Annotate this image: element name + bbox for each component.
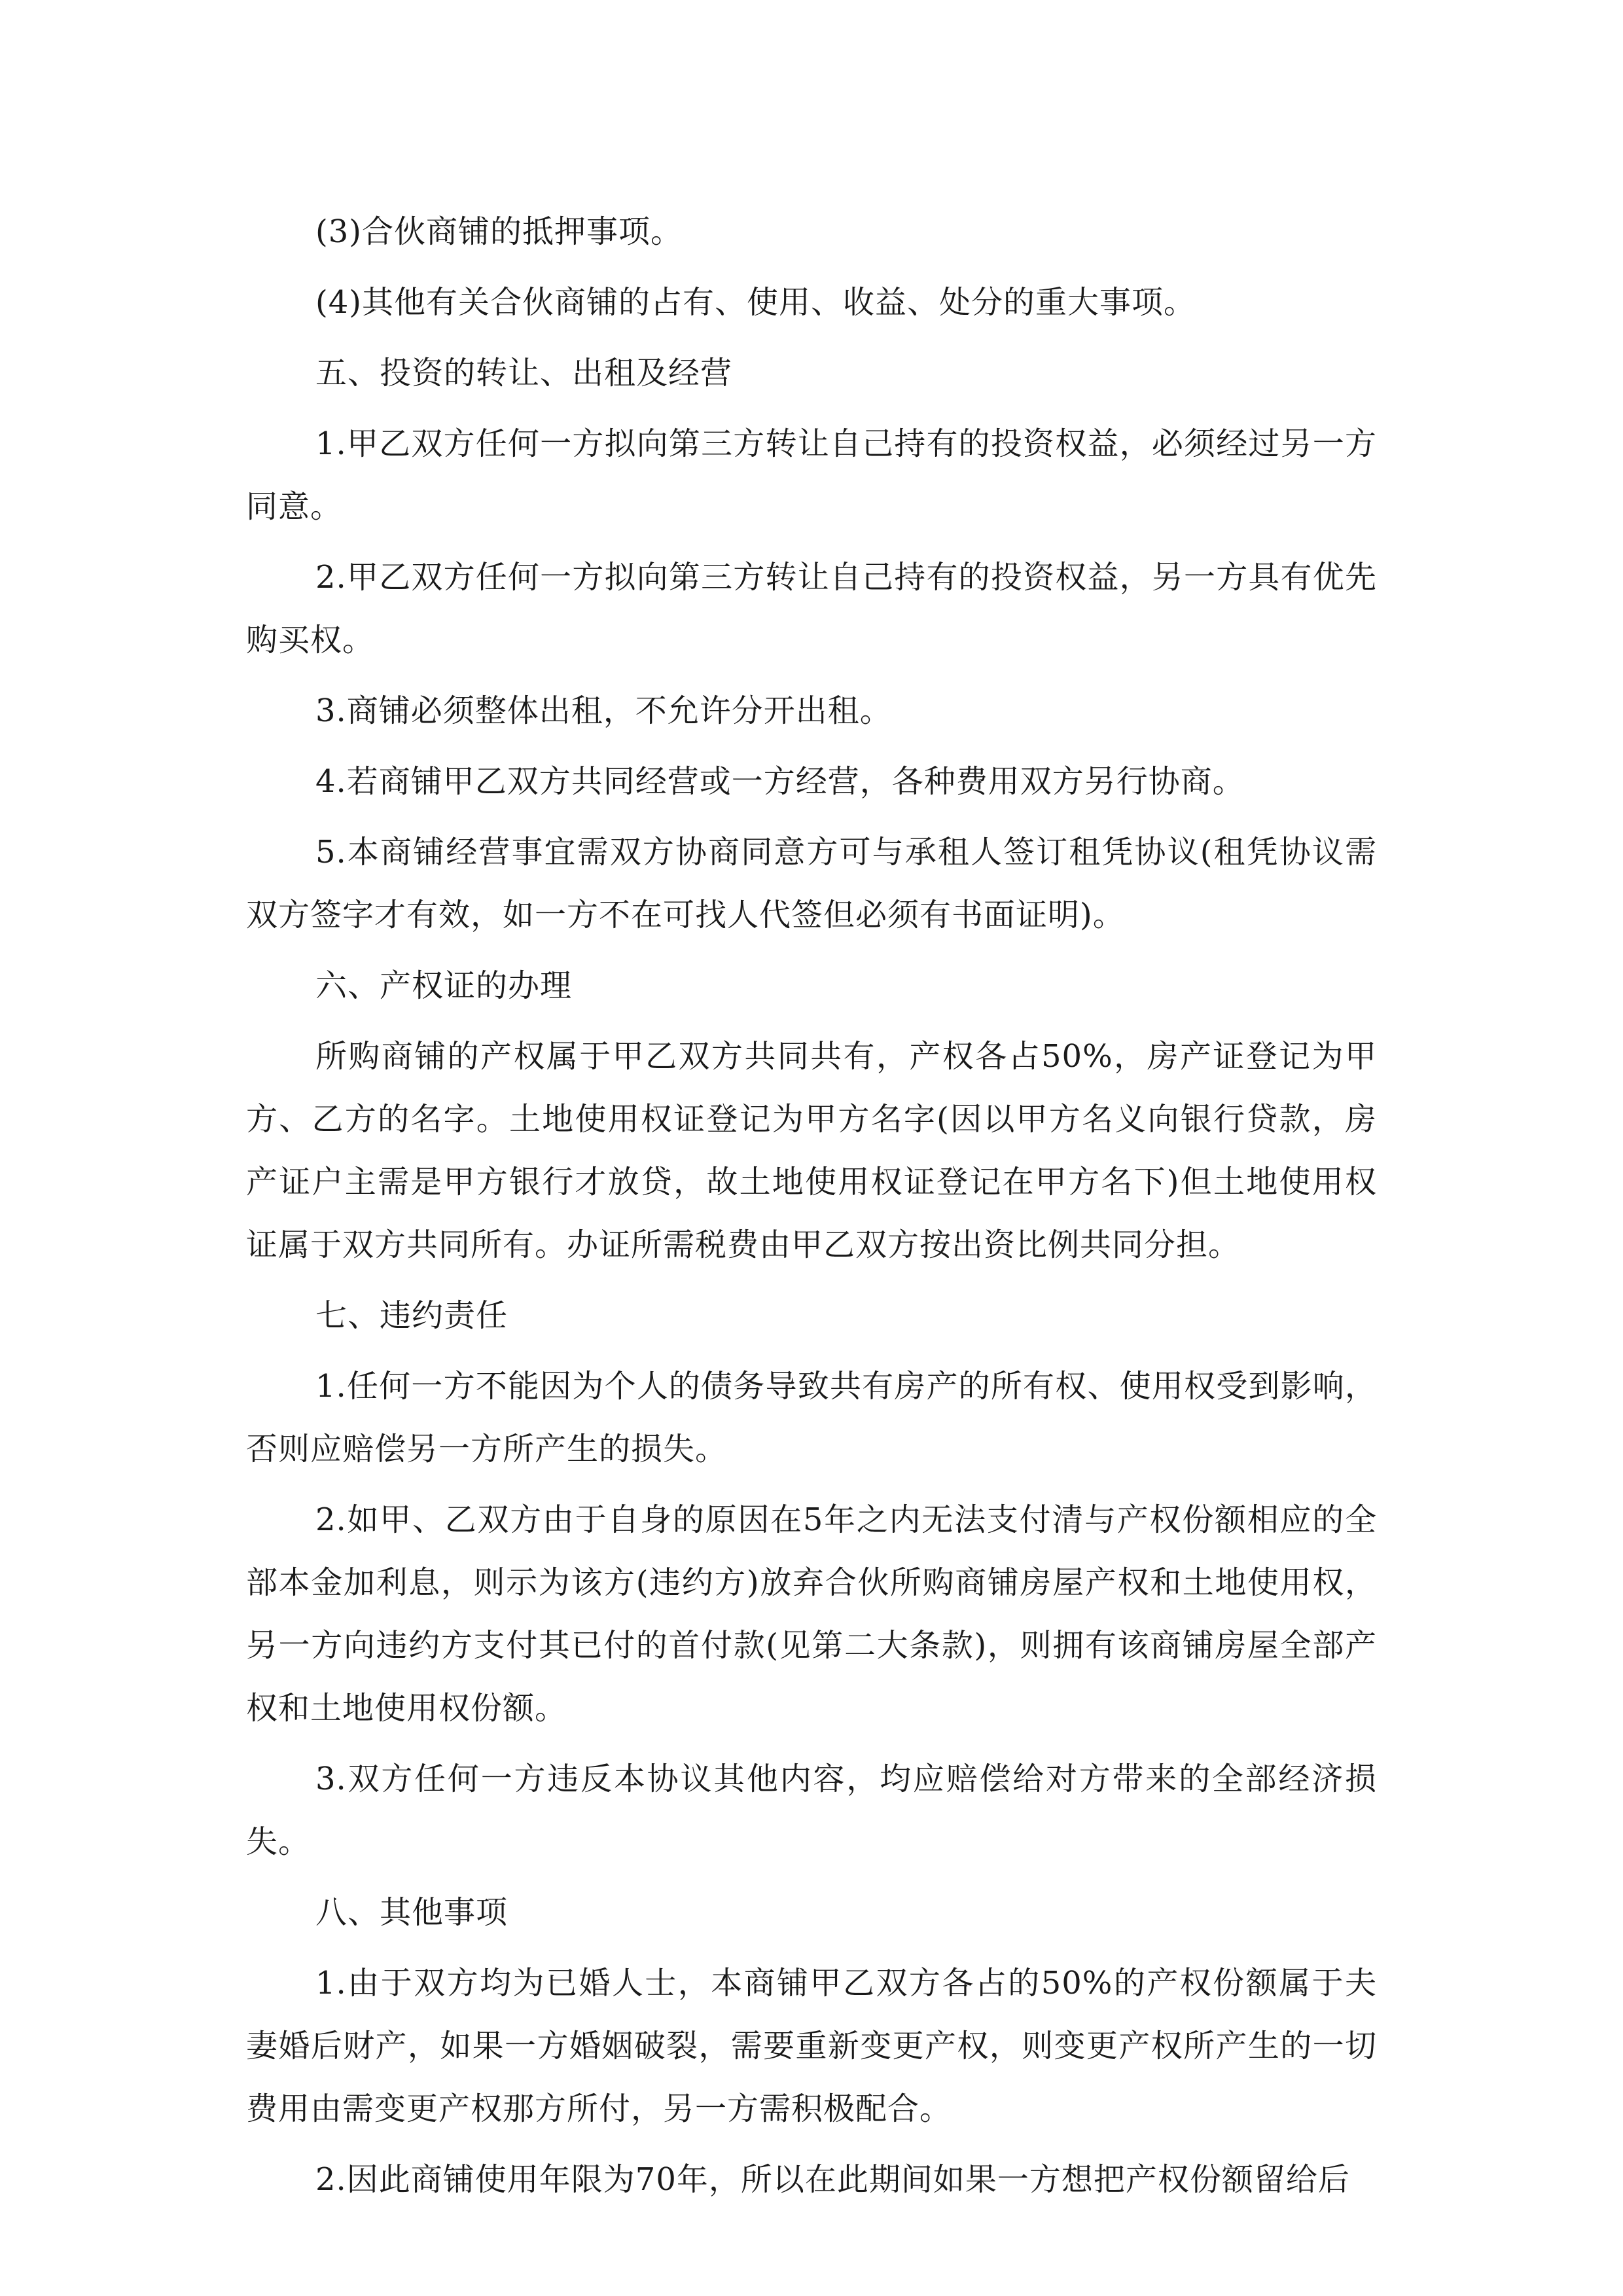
section-8-item-1: 1.由于双方均为已婚人士，本商铺甲乙双方各占的50%的产权份额属于夫妻婚后财产，如果一方婚姻破裂，需要重新变更产权，则变更产权所产生的一切费用由需变更产权那方所付，另一方需积极配合。 [246, 1965, 1377, 2127]
section-6-body: 所购商铺的产权属于甲乙双方共同共有，产权各占50%，房产证登记为甲方、乙方的名字。土地使用权证登记为甲方名字(因以甲方名义向银行贷款，房产证户主需是甲方银行才放贷，故土地使用权证登记在甲方名下)但土地使用权证属于双方共同所有。办证所需税费由甲乙双方按出资比例共同分担。 [246, 1038, 1377, 1263]
section-8-heading: 八、其他事项 [315, 1894, 508, 1931]
section-5-item-2: 2.甲乙双方任何一方拟向第三方转让自己持有的投资权益，另一方具有优先购买权。 [246, 559, 1377, 658]
section-7-item-2: 2.如甲、乙双方由于自身的原因在5年之内无法支付清与产权份额相应的全部本金加利息，则示为该方(违约方)放弃合伙所购商铺房屋产权和土地使用权，另一方向违约方支付其已付的首付款(见第二大条款)，则拥有该商铺房屋全部产权和土地使用权份额。 [246, 1501, 1377, 1727]
section-7-item-3: 3.双方任何一方违反本协议其他内容，均应赔偿给对方带来的全部经济损失。 [246, 1761, 1377, 1860]
section-8-item-2: 2.因此商铺使用年限为70年，所以在此期间如果一方想把产权份额留给后 [315, 2161, 1350, 2198]
section-5-item-3: 3.商铺必须整体出租，不允许分开出租。 [315, 692, 892, 729]
section-7-heading: 七、违约责任 [315, 1297, 508, 1334]
clause-3-mortgage: (3)合伙商铺的抵押事项。 [315, 213, 683, 250]
section-5-item-4: 4.若商铺甲乙双方共同经营或一方经营，各种费用双方另行协商。 [315, 763, 1245, 800]
clause-4-other-matters: (4)其他有关合伙商铺的占有、使用、收益、处分的重大事项。 [315, 284, 1196, 321]
section-6-heading: 六、产权证的办理 [315, 967, 573, 1004]
section-5-heading: 五、投资的转让、出租及经营 [315, 355, 733, 391]
section-5-item-1: 1.甲乙双方任何一方拟向第三方转让自己持有的投资权益，必须经过另一方同意。 [246, 425, 1377, 525]
section-5-item-5: 5.本商铺经营事宜需双方协商同意方可与承租人签订租凭协议(租凭协议需双方签字才有效，如一方不在可找人代签但必须有书面证明)。 [246, 834, 1377, 933]
section-7-item-1: 1.任何一方不能因为个人的债务导致共有房产的所有权、使用权受到影响，否则应赔偿另一方所产生的损失。 [246, 1368, 1377, 1467]
